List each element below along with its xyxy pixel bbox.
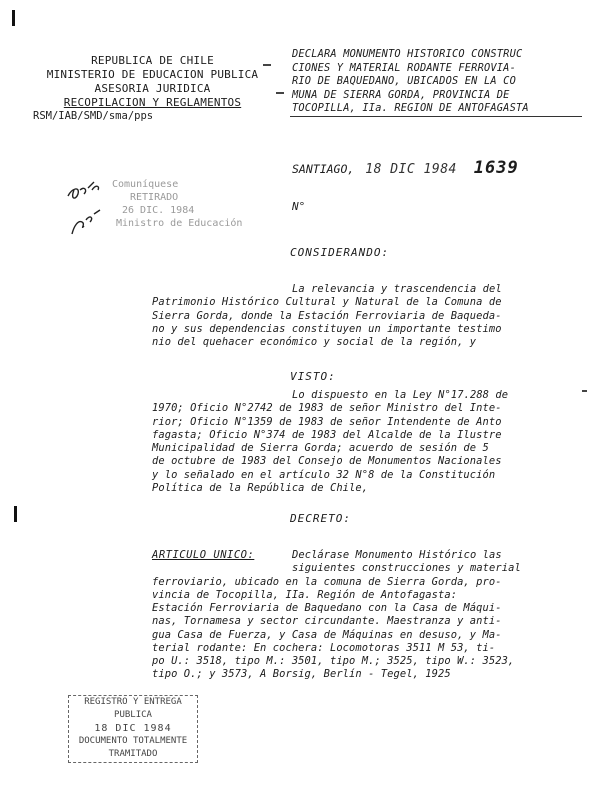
stamp-line: RETIRADO: [130, 192, 179, 203]
margin-dash: [276, 92, 284, 94]
stamp-line: 26 DIC. 1984: [122, 205, 195, 216]
text-line: Patrimonio Histórico Cultural y Natural de la Comuna de: [152, 296, 502, 309]
text-line: rior; Oficio N°1359 de 1983 de señor Intendente de Anto: [152, 415, 502, 428]
stamp-line: Comuníquese: [112, 179, 179, 190]
place-label: SANTIAGO,: [292, 162, 355, 176]
text-line: fagasta; Oficio N°374 de 1983 del Alcalde de la Ilustre: [152, 428, 502, 441]
text-line: Sierra Gorda, donde la Estación Ferroviaria de Baqueda-: [152, 309, 502, 322]
text-line: Lo dispuesto en la Ley N°17.288 de: [292, 389, 509, 401]
considerando-paragraph: [152, 283, 582, 349]
header-ministry: MINISTERIO DE EDUCACION PUBLICA: [46, 68, 259, 81]
text-line: nio del quehacer económico y social de la región, y: [152, 336, 477, 349]
articulo-label: ARTICULO UNICO:: [152, 549, 255, 561]
scan-mark-middle: [14, 506, 17, 522]
margin-dash: [582, 390, 587, 392]
decree-subject: [292, 48, 582, 116]
subject-divider: [290, 116, 582, 117]
subject-line: DECLARA MONUMENTO HISTORICO CONSTRUC: [292, 48, 523, 60]
header-department: ASESORIA JURIDICA: [94, 82, 211, 95]
decree-number: 1639: [473, 158, 519, 178]
text-line: Política de la República de Chile,: [152, 482, 369, 495]
articulo-paragraph: [152, 549, 582, 602]
text-line: po U.: 3518, tipo M.: 3501, tipo M.; 3525, tipo W.: 3523,: [152, 655, 515, 668]
text-line: gua Casa de Fuerza, y Casa de Máquinas en desuso, y Ma-: [152, 628, 502, 641]
header-country: REPUBLICA DE CHILE: [91, 54, 214, 67]
text-line: ferroviario, ubicado en la comuna de Sierra Gorda, pro-: [152, 575, 502, 588]
reference-code: RSM/IAB/SMD/sma/pps: [33, 110, 154, 122]
decreto-heading: DECRETO:: [290, 512, 351, 525]
text-line: Declárase Monumento Histórico las: [292, 549, 502, 561]
subject-line: TOCOPILLA, IIa. REGION DE ANTOFAGASTA: [292, 102, 529, 114]
text-line: terial rodante: En cochera: Locomotoras 3511 M 53, ti-: [152, 641, 496, 654]
considerando-heading: CONSIDERANDO:: [290, 246, 390, 259]
stamp-line: DOCUMENTO TOTALMENTE: [78, 736, 188, 746]
text-line: Municipalidad de Sierra Gorda; acuerdo de sesión de 5: [152, 442, 489, 455]
subject-line: MUNA DE SIERRA GORDA, PROVINCIA DE: [292, 88, 510, 101]
text-line: de octubre de 1983 del Consejo de Monumentos Nacionales: [152, 455, 502, 468]
text-line: no y sus dependencias constituyen un importante testimo: [152, 322, 502, 335]
estacion-paragraph: [152, 602, 582, 682]
number-label: N°: [292, 200, 306, 213]
faded-stamp: [112, 178, 252, 240]
header-section: RECOPILACION Y REGLAMENTOS: [63, 96, 242, 109]
scan-mark-top: [12, 10, 15, 26]
text-line: tipo O.; y 3573, A Borsig, Berlín - Tegel, 1925: [152, 668, 451, 681]
tramitado-stamp: [68, 695, 198, 763]
decree-date: 18 DIC 1984: [365, 162, 457, 177]
text-line: Estación Ferroviaria de Baquedano con la Casa de Máqui-: [152, 602, 502, 614]
text-line: siguientes construcciones y material: [292, 562, 521, 575]
stamp-line: PUBLICA: [114, 710, 152, 720]
date-line: [292, 158, 519, 178]
subject-line: CIONES Y MATERIAL RODANTE FERROVIA-: [292, 61, 516, 74]
ministry-header: [30, 54, 275, 110]
stamp-line: REGISTRO Y ENTREGA: [84, 697, 182, 707]
text-line: y lo señalado en el artículo 32 N°8 de la Constitución: [152, 468, 496, 481]
stamp-line: Ministro de Educación: [116, 218, 243, 229]
text-line: vincia de Tocopilla, IIa. Región de Antofagasta:: [152, 588, 458, 601]
text-line: La relevancia y trascendencia del: [292, 283, 502, 295]
stamp-line: TRAMITADO: [108, 749, 158, 759]
visto-paragraph: [152, 389, 582, 495]
text-line: nas, Tornamesa y sector circundante. Maestranza y anti-: [152, 615, 502, 628]
visto-heading: VISTO:: [290, 370, 336, 383]
subject-line: RIO DE BAQUEDANO, UBICADOS EN LA CO: [292, 75, 516, 87]
text-line: 1970; Oficio N°2742 de 1983 de señor Ministro del Inte-: [152, 402, 502, 415]
stamp-date: 18 DIC 1984: [94, 723, 172, 734]
